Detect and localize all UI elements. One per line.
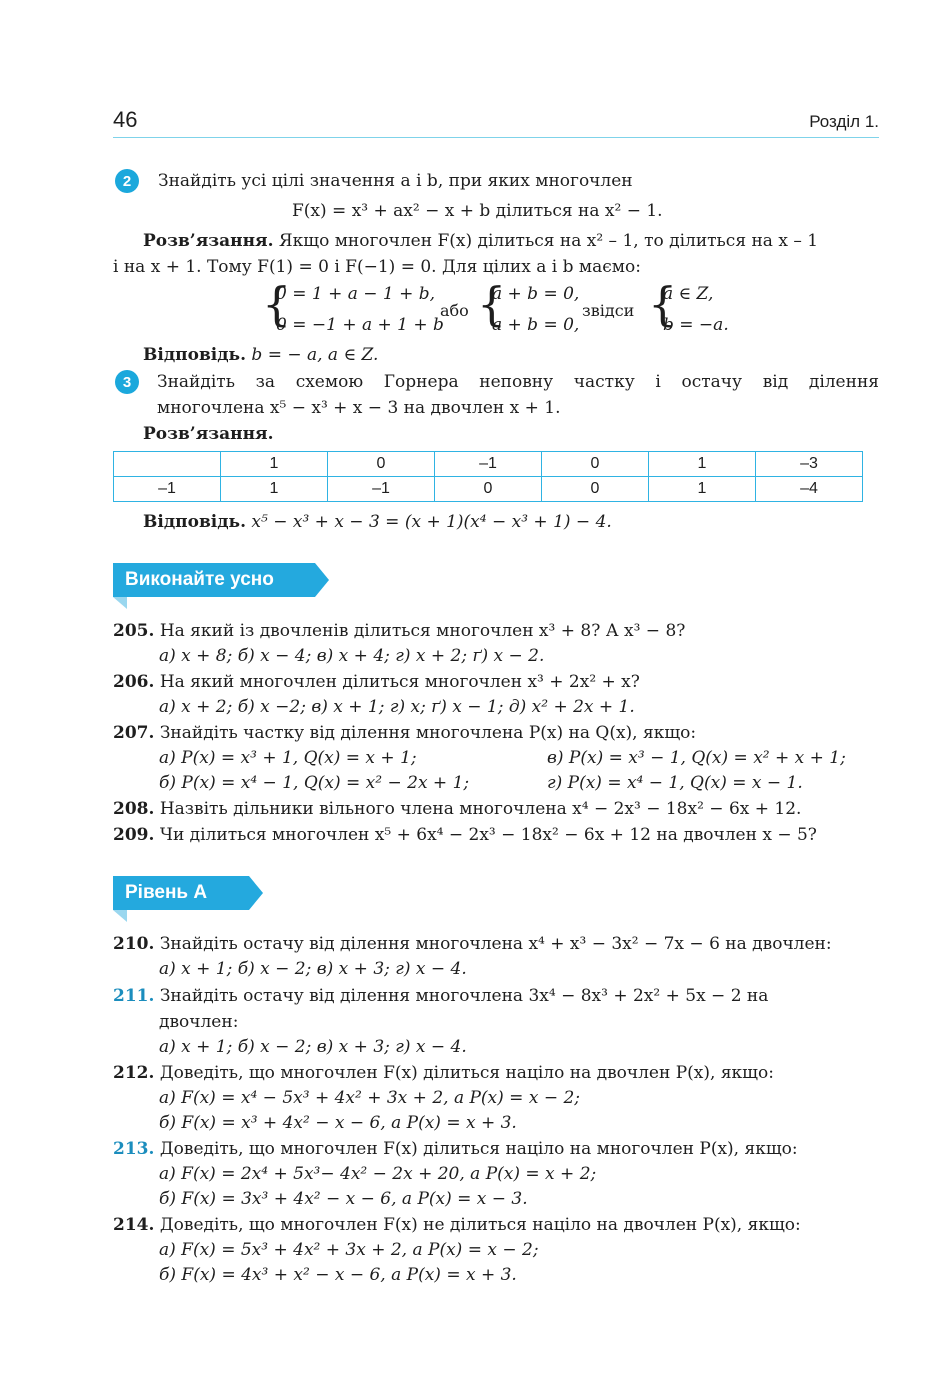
system2-row2: a + b = 0, [492, 315, 580, 335]
example3-line1: Знайдіть за схемою Горнера неповну частку і остачу від ділення [157, 372, 879, 392]
example2-solution-line2: і на x + 1. Тому F(1) = 0 і F(−1) = 0. Для цілих a і b маємо: [113, 257, 641, 277]
example3-line2: многочлена x⁵ − x³ + x − 3 на двочлен x + 1. [157, 398, 561, 418]
left-brace: { [477, 277, 507, 331]
table-cell: 0 [328, 452, 435, 477]
system3-row1: a ∈ Z, [663, 284, 714, 304]
table-cell: 1 [649, 477, 756, 502]
exercise-205-options: а) x + 8; б) x − 4; в) x + 4; г) x + 2; ґ) x − 2. [159, 646, 545, 666]
system1-row2: 0 = −1 + a + 1 + b [276, 315, 444, 335]
exercise-214-b: б) F(x) = 4x³ + x² − x − 6, а P(x) = x + 3. [159, 1265, 517, 1285]
exercise-207: 207. Знайдіть частку від ділення многочлена P(x) на Q(x), якщо: [113, 723, 697, 743]
word-or: або [440, 301, 469, 320]
example2-solution-line1: Розв’язання. Якщо многочлен F(x) ділиться на x² – 1, то ділиться на x – 1 [143, 231, 819, 251]
section-header-oral: Виконайте усно [113, 563, 315, 597]
left-brace: { [262, 277, 292, 331]
exercise-213: 213. Доведіть, що многочлен F(x) ділиться націло на многочлен P(x), якщо: [113, 1139, 798, 1159]
exercise-213-b: б) F(x) = 3x³ + 4x² − x − 6, а P(x) = x − 3. [159, 1189, 528, 1209]
example3-solution-label: Розв’язання. [143, 424, 274, 444]
exercise-212-b: б) F(x) = x³ + 4x² − x − 6, а P(x) = x + 3. [159, 1113, 517, 1133]
solution-label: Розв’язання. [143, 231, 274, 251]
header-tail [113, 597, 127, 609]
example3-answer: Відповідь. x⁵ − x³ + x − 3 = (x + 1)(x⁴ − x³ + 1) − 4. [143, 512, 612, 532]
equation-systems [262, 277, 732, 341]
section-title: Розділ 1. [809, 112, 879, 131]
exercise-213-a: а) F(x) = 2x⁴ + 5x³− 4x² − 2x + 20, а P(x) = x + 2; [159, 1164, 597, 1184]
exercise-206-options: а) x + 2; б) x −2; в) x + 1; г) x; ґ) x − 1; д) x² + 2x + 1. [159, 697, 635, 717]
section-header-level-a: Рівень А [113, 876, 249, 910]
table-cell: –1 [435, 452, 542, 477]
table-cell: 0 [542, 452, 649, 477]
table-cell: 1 [649, 452, 756, 477]
table-cell: 1 [221, 477, 328, 502]
exercise-207-g: г) P(x) = x⁴ − 1, Q(x) = x − 1. [547, 773, 803, 793]
table-cell: –1 [328, 477, 435, 502]
header-divider [113, 137, 879, 138]
exercise-210-options: а) x + 1; б) x − 2; в) x + 3; г) x − 4. [159, 959, 467, 979]
left-brace: { [648, 277, 678, 331]
exercise-212: 212. Доведіть, що многочлен F(x) ділиться націло на двочлен P(x), якщо: [113, 1063, 774, 1083]
example-badge-3: 3 [115, 370, 139, 394]
table-cell: –3 [756, 452, 863, 477]
example2-line2: F(x) = x³ + ax² − x + b ділиться на x² − 1. [292, 201, 663, 221]
system2-row1: a + b = 0, [492, 284, 580, 304]
exercise-211-line2: двочлен: [159, 1012, 239, 1032]
page-number: 46 [113, 107, 138, 132]
system3-row2: b = −a. [663, 315, 729, 335]
header-tail [113, 910, 127, 922]
exercise-211: 211. Знайдіть остачу від ділення многочлена 3x⁴ − 8x³ + 2x² + 5x − 2 на [113, 986, 769, 1006]
answer-label: Відповідь. [143, 345, 246, 365]
table-row [114, 452, 863, 477]
exercise-209: 209. Чи ділиться многочлен x⁵ + 6x⁴ − 2x³ − 18x² − 6x + 12 на двочлен x − 5? [113, 825, 817, 845]
exercise-212-a: а) F(x) = x⁴ − 5x³ + 4x² + 3x + 2, а P(x) = x − 2; [159, 1088, 581, 1108]
table-row [114, 477, 863, 502]
exercise-210: 210. Знайдіть остачу від ділення многочлена x⁴ + x³ − 3x² − 7x − 6 на двочлен: [113, 934, 832, 954]
example-badge-2: 2 [115, 169, 139, 193]
exercise-205: 205. На який із двочленів ділиться многочлен x³ + 8? А x³ − 8? [113, 621, 686, 641]
table-cell: –1 [114, 477, 221, 502]
horner-table [113, 451, 863, 502]
system1-row1: 0 = 1 + a − 1 + b, [276, 284, 436, 304]
exercise-207-v: в) P(x) = x³ − 1, Q(x) = x² + x + 1; [547, 748, 846, 768]
exercise-214-a: а) F(x) = 5x³ + 4x² + 3x + 2, а P(x) = x − 2; [159, 1240, 539, 1260]
table-cell: 0 [542, 477, 649, 502]
exercise-214: 214. Доведіть, що многочлен F(x) не ділиться націло на двочлен P(x), якщо: [113, 1215, 801, 1235]
table-cell: –4 [756, 477, 863, 502]
exercise-207-b: б) P(x) = x⁴ − 1, Q(x) = x² − 2x + 1; [159, 773, 470, 793]
table-cell: 0 [435, 477, 542, 502]
exercise-211-options: а) x + 1; б) x − 2; в) x + 3; г) x − 4. [159, 1037, 467, 1057]
example2-line1: Знайдіть усі цілі значення a і b, при яких многочлен [158, 171, 633, 191]
answer-label: Відповідь. [143, 512, 246, 532]
exercise-206: 206. На який многочлен ділиться многочлен x³ + 2x² + x? [113, 672, 640, 692]
exercise-208: 208. Назвіть дільники вільного члена многочлена x⁴ − 2x³ − 18x² − 6x + 12. [113, 799, 802, 819]
table-cell [114, 452, 221, 477]
exercise-207-a: а) P(x) = x³ + 1, Q(x) = x + 1; [159, 748, 417, 768]
example2-answer: Відповідь. b = − a, a ∈ Z. [143, 345, 379, 365]
table-cell: 1 [221, 452, 328, 477]
word-hence: звідси [582, 301, 635, 320]
